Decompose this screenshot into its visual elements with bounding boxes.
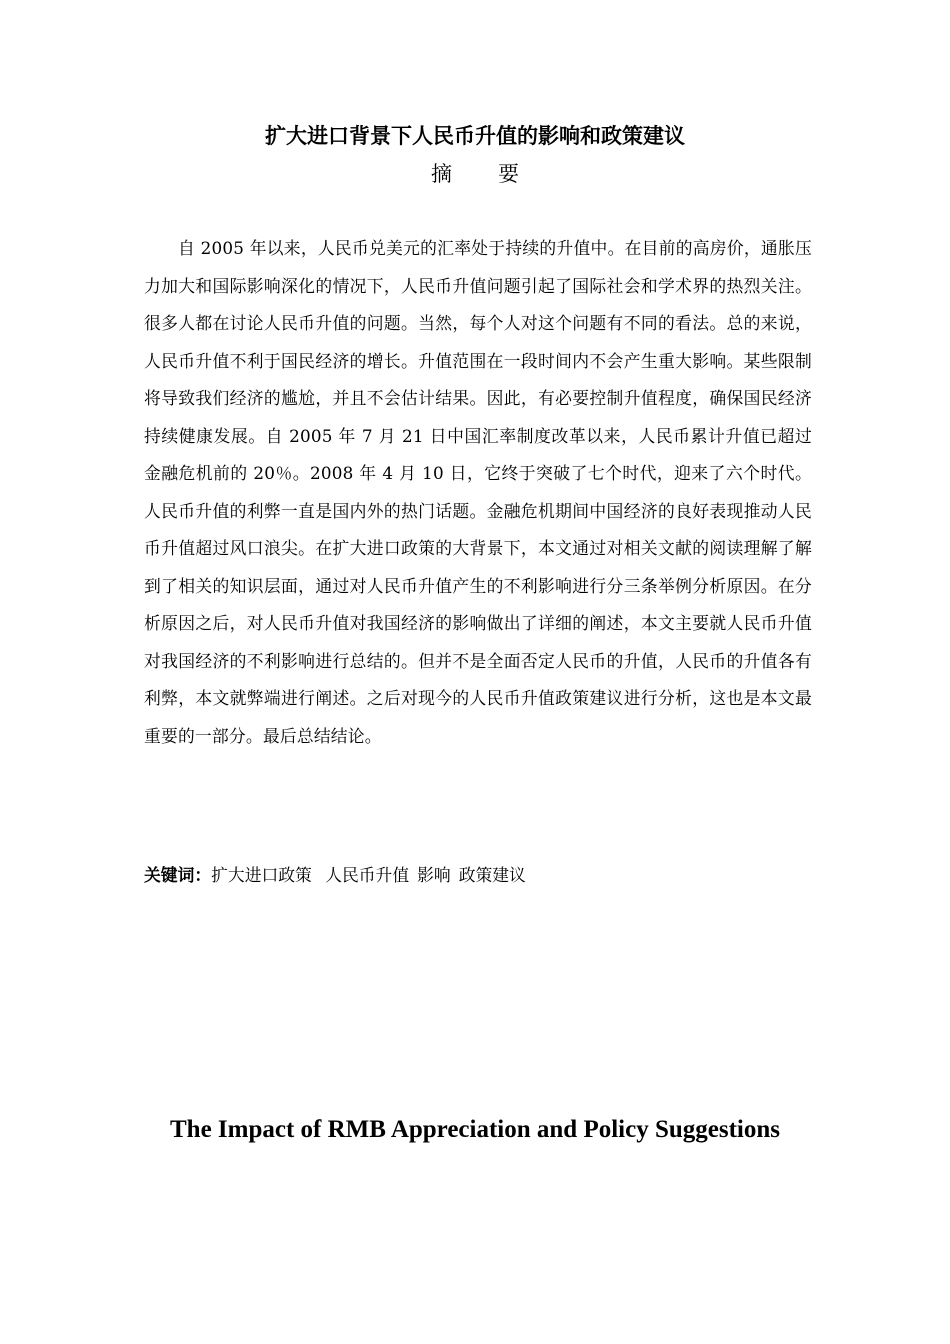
abstract-paragraph: 自 2005 年以来，人民币兑美元的汇率处于持续的升值中。在目前的高房价，通胀压力加大和国际影响深化的情况下，人民币升值问题引起了国际社会和学术界的热烈关注。很多人都在讨论人民币升值的问题。当然，每个人对这个问题有不同的看法。总的来说，人民币升值不利于国民经济的增长。升值范围在一段时间内不会产生重大影响。某些限制将导致我们经济的尴尬，并且不会估计结果。因此，有必要控制升值程度，确保国民经济持续健康发展。自 2005 年 7 月 21 日中国汇率制度改革以来，人民币累计升值已超过金融危机前的 20％。2008 年 4 月 10 日，它终于突破了七个时代，迎来了六个时代。人民币升值的利弊一直是国内外的热门话题。金融危机期间中国经济的良好表现推动人民币升值超过风口浪尖。在扩大进口政策的大背景下，本文通过对相关文献的阅读理解了解到了相关的知识层面，通过对人民币升值产生的不利影响进行分三条举例分析原因。在分析原因之后，对人民币升值对我国经济的影响做出了详细的阐述，本文主要就人民币升值对我国经济的不利影响进行总结的。但并不是全面否定人民币的升值，人民币的升值各有利弊，本文就弊端进行阐述。之后对现今的人民币升值政策建议进行分析，这也是本文最重要的一部分。最后总结结论。	[144, 238, 812, 746]
keywords-label: 关键词：	[144, 865, 212, 885]
keywords-line	[144, 860, 534, 890]
abstract-heading	[0, 158, 950, 190]
abstract-heading-char: 要	[498, 162, 519, 186]
abstract-heading-char: 摘	[431, 162, 452, 186]
page-title: 扩大进口背景下人民币升值的影响和政策建议	[265, 124, 685, 148]
keyword: 影响	[417, 865, 451, 885]
keyword: 人民币升值	[325, 865, 410, 885]
english-title: The Impact of RMB Appreciation and Policy Suggestions	[170, 1116, 780, 1143]
keyword: 扩大进口政策	[211, 865, 312, 885]
keyword: 政策建议	[458, 865, 526, 885]
